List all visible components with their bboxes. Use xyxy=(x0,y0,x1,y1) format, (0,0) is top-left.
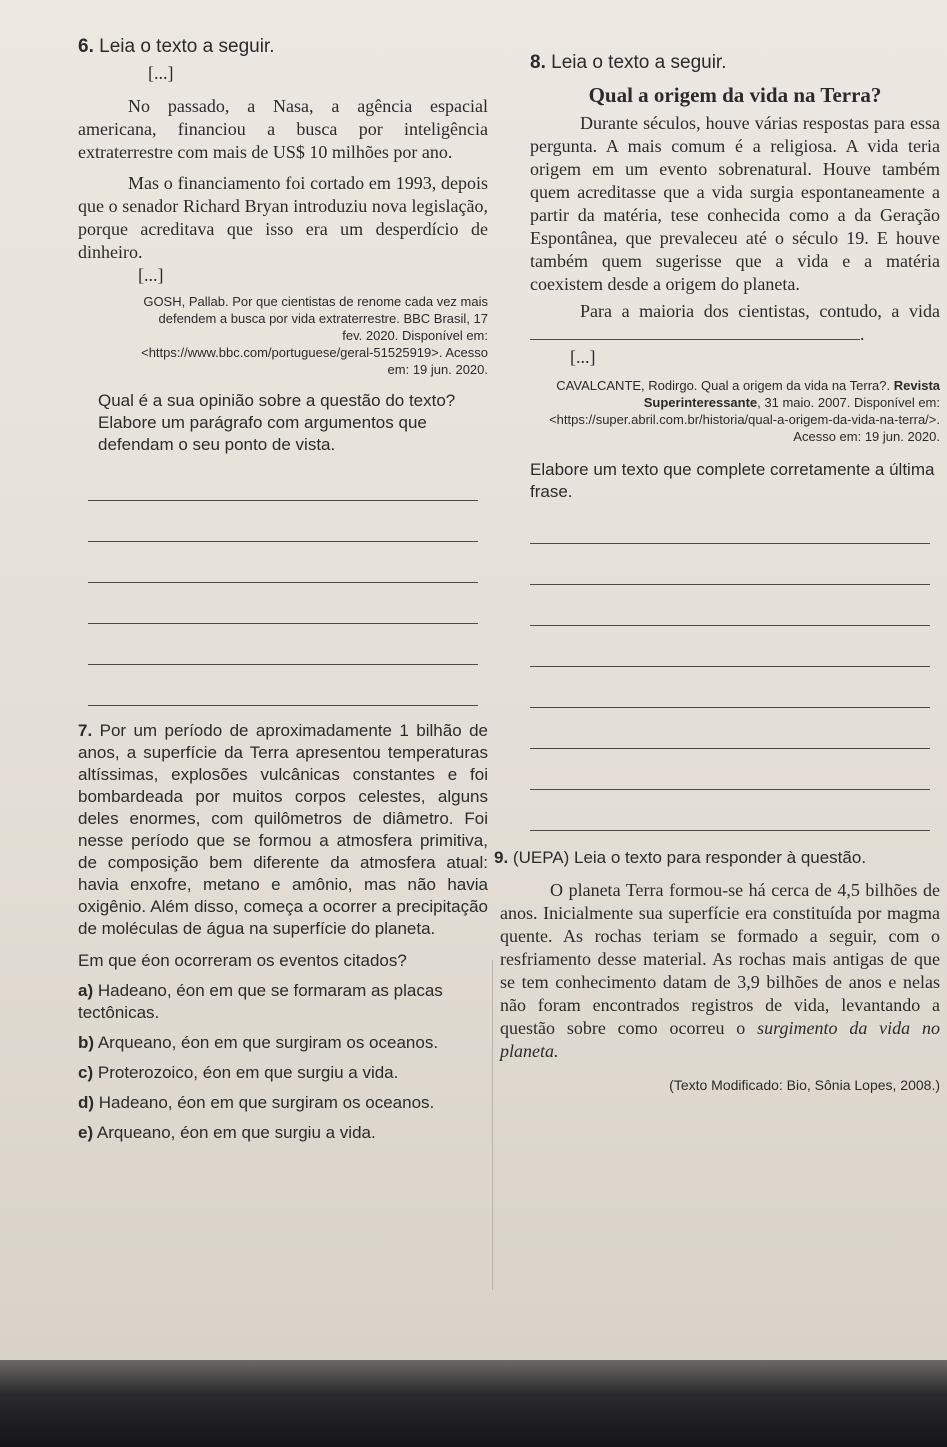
q6-citation: GOSH, Pallab. Por que cientistas de renome cada vez mais defendem a busca por vida extraterrestre. BBC Brasil, 17 fev. 2020. Disponível em: <https://www.bbc.com/portuguese/geral-51525919>. Acesso em: 19 jun. 2020. xyxy=(141,294,488,377)
q7-block xyxy=(78,720,488,940)
right-column xyxy=(494,52,940,1094)
answer-line[interactable] xyxy=(88,665,478,706)
answer-line[interactable] xyxy=(530,749,930,790)
q8-para2: Para a maioria dos cientistas, contudo, a vida . xyxy=(530,300,940,346)
bottom-shadow xyxy=(0,1360,947,1447)
answer-line[interactable] xyxy=(530,790,930,831)
q8-title: Qual a origem da vida na Terra? xyxy=(588,83,882,107)
q7-option-b[interactable]: b) Arqueano, éon em que surgiram os oceanos. xyxy=(78,1033,439,1052)
q8-prompt: Leia o texto a seguir. xyxy=(551,52,727,73)
answer-line[interactable] xyxy=(530,585,930,626)
q6-answer-lines xyxy=(78,460,488,706)
q6-header xyxy=(78,36,488,58)
q6-ellipsis-bottom: [...] xyxy=(138,265,164,285)
answer-line[interactable] xyxy=(530,708,930,749)
q9-text: O planeta Terra formou-se há cerca de 4,5 bilhões de anos. Inicialmente sua superfície era constituída por magma quente. As rochas teriam se formado a seguir, com o resfriamento desse material. As rochas mais antigas de que se tem conhecimento datam de 3,9 bilhões de anos e nelas não foram encontrados registros de vida, levantando a questão sobre como ocorreu o surgimento da vida no planeta. xyxy=(500,880,940,1061)
q6-para1: No passado, a Nasa, a agência espacial americana, financiou a busca por inteligência extraterrestre com mais de US$ 10 milhões por ano. xyxy=(78,96,488,162)
q7-option-c[interactable]: c) Proterozoico, éon em que surgiu a vida. xyxy=(78,1063,399,1082)
answer-line[interactable] xyxy=(530,544,930,585)
answer-line[interactable] xyxy=(88,583,478,624)
q7-option-d[interactable]: d) Hadeano, éon em que surgiram os oceanos. xyxy=(78,1093,435,1112)
answer-line[interactable] xyxy=(530,626,930,667)
column-divider xyxy=(492,960,493,1290)
q9-citation: (Texto Modificado: Bio, Sônia Lopes, 2008.) xyxy=(669,1077,940,1093)
q8-para1: Durante séculos, houve várias respostas para essa pergunta. A mais comum é a religiosa. A vida teria origem em um evento sobrenatural. Houve também quem acreditasse que a vida surgia espontaneamente a partir da matéria, tese conhecida como a da Geração Espontânea, que prevaleceu até o século 19. E houve também quem sugerisse que a vida e a matéria coexistem desde a origem do planeta. xyxy=(530,113,940,294)
q8-citation: CAVALCANTE, Rodirgo. Qual a origem da vida na Terra?. Revista Superinteressante, 31 maio. 2007. Disponível em: <https://super.abril.com.br/historia/qual-a-origem-da-vida-na-terra/>. Acesso em: 19 jun. 2020. xyxy=(549,378,940,444)
q6-para2: Mas o financiamento foi cortado em 1993, depois que o senador Richard Bryan introduziu nova legislação, porque acreditava que isso era um desperdício de dinheiro. xyxy=(78,173,488,262)
q9-header xyxy=(494,847,940,869)
q7-question: Em que éon ocorreram os eventos citados? xyxy=(78,951,407,970)
q6-number: 6. xyxy=(78,36,94,57)
q7-text: Por um período de aproximadamente 1 bilhão de anos, a superfície da Terra apresentou temperaturas altíssimas, explosões vulcânicas constantes e foi bombardeada por muitos corpos celestes, alguns deles enormes, com quilômetros de diâmetro. Foi nesse período que se formou a atmosfera primitiva, de composição bem diferente da atmosfera atual: havia enxofre, metano e amônio, mas não havia oxigênio. Além disso, começa a ocorrer a precipitação de moléculas de água na superfície do planeta. xyxy=(78,721,488,938)
left-column xyxy=(78,36,488,1144)
answer-line[interactable] xyxy=(530,667,930,708)
q8-header xyxy=(530,52,940,74)
q7-options xyxy=(78,980,488,1144)
q8-inline-blank[interactable] xyxy=(530,325,860,340)
q8-number: 8. xyxy=(530,52,546,73)
q6-prompt: Leia o texto a seguir. xyxy=(99,36,275,57)
q7-number: 7. xyxy=(78,721,93,740)
answer-line[interactable] xyxy=(530,503,930,544)
answer-line[interactable] xyxy=(88,624,478,665)
q9-number: 9. xyxy=(494,848,509,867)
answer-line[interactable] xyxy=(88,542,478,583)
q8-instruction: Elabore um texto que complete corretamente a última frase. xyxy=(530,460,935,501)
q6-ellipsis-top: [...] xyxy=(148,63,174,83)
answer-line[interactable] xyxy=(88,460,478,501)
q8-answer-lines xyxy=(530,503,940,831)
q6-question: Qual é a sua opinião sobre a questão do texto? xyxy=(98,391,456,410)
q9-prompt: (UEPA) Leia o texto para responder à questão. xyxy=(512,848,867,867)
q8-ellipsis: [...] xyxy=(570,347,596,367)
answer-line[interactable] xyxy=(88,501,478,542)
q7-option-a[interactable]: a) Hadeano, éon em que se formaram as placas tectônicas. xyxy=(78,981,443,1022)
q6-instruction: Elabore um parágrafo com argumentos que defendam o seu ponto de vista. xyxy=(98,413,427,454)
q7-option-e[interactable]: e) Arqueano, éon em que surgiu a vida. xyxy=(78,1123,376,1142)
